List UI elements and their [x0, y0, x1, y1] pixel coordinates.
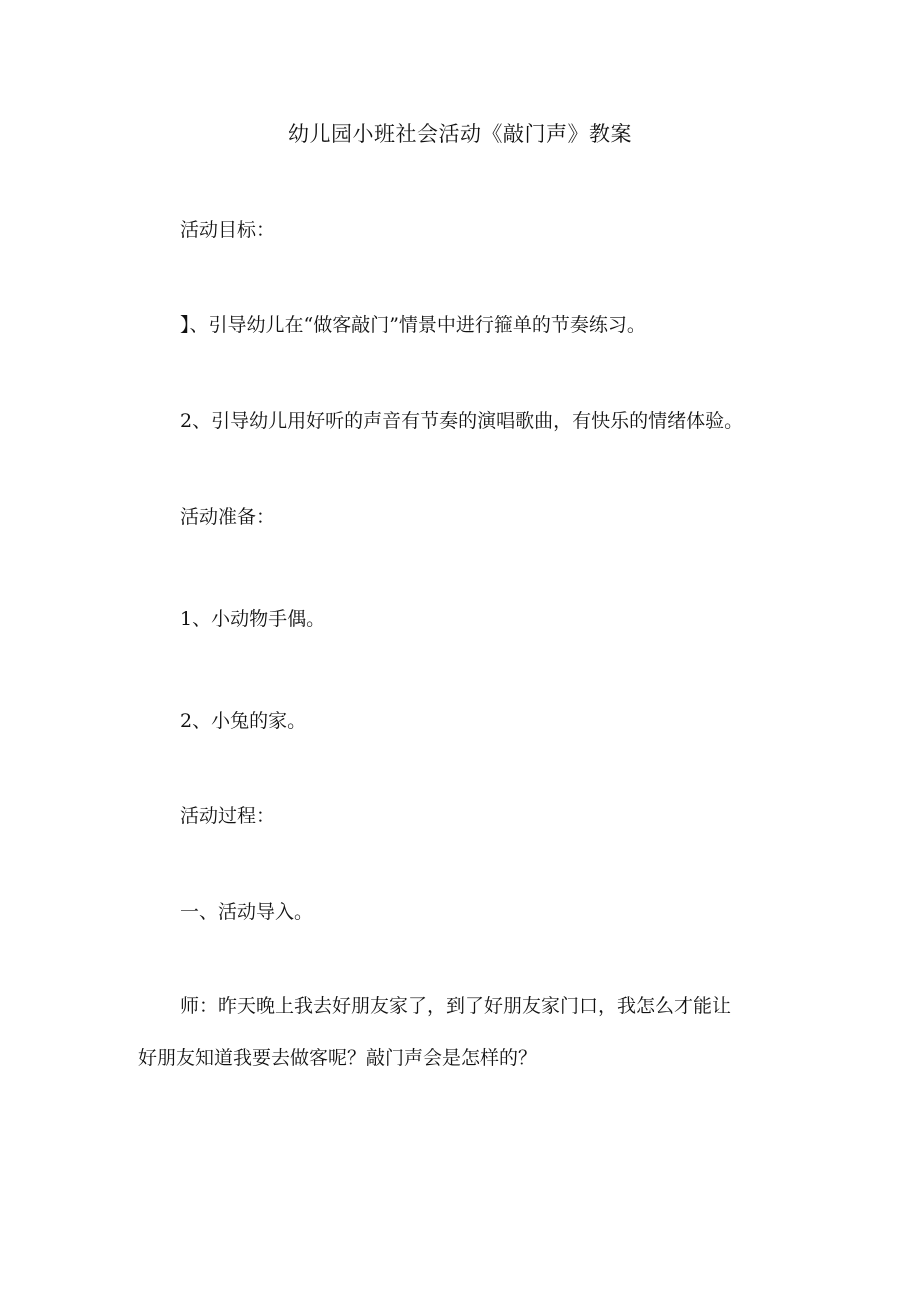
prep-item-2: 2、小兔的家。: [180, 710, 307, 732]
teacher-line-1: 师：昨天晚上我去好朋友家了，到了好朋友家门口，我怎么才能让: [180, 995, 732, 1017]
document-title: 幼儿园小班社会活动《敲门声》教案: [288, 122, 632, 146]
goal-item-1: 】、引导幼儿在“做客敲门”情景中进行箍单的节奏练习。: [180, 314, 646, 336]
process-heading: 活动过程：: [180, 805, 276, 827]
teacher-line-2: 好朋友知道我要去做客呢？敲门声会是怎样的？: [138, 1047, 538, 1069]
prep-item-1: 1、小动物手偶。: [180, 608, 326, 630]
step-1-heading: 一、活动导入。: [180, 901, 314, 923]
goal-item-2: 2、引导幼儿用好听的声音有节奏的演唱歌曲，有快乐的情绪体验。: [180, 410, 744, 432]
goals-heading: 活动目标：: [180, 219, 276, 241]
prep-heading: 活动准备：: [180, 506, 276, 528]
